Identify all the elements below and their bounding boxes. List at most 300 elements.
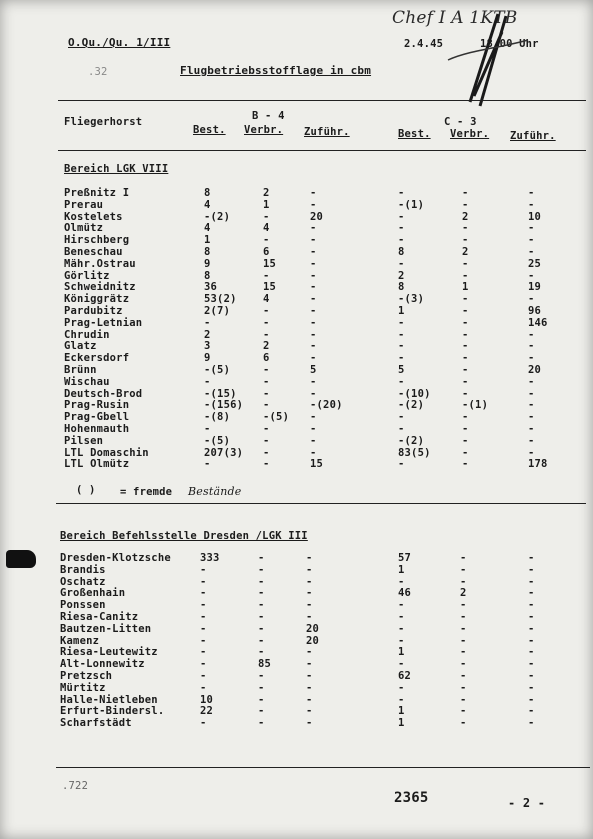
- table-cell: -: [528, 352, 535, 365]
- table-cell: 15: [263, 281, 277, 294]
- footnote-handwritten: Bestände: [188, 485, 242, 498]
- table-row: [0, 399, 593, 411]
- table-cell: -: [528, 222, 535, 235]
- table-cell: 6: [263, 352, 270, 365]
- table-cell: -: [462, 446, 469, 459]
- table-row: [0, 246, 593, 258]
- table-cell: 333: [200, 552, 220, 564]
- table-cell: -(3): [398, 293, 425, 306]
- col-group-c3: C - 3: [444, 116, 477, 128]
- table-row: [0, 293, 593, 305]
- report-time: 18,00 Uhr: [480, 38, 539, 50]
- airfield-name: Großenhain: [60, 587, 126, 600]
- table-cell: -: [310, 293, 317, 306]
- table-cell: -: [462, 305, 469, 317]
- col-b4-zufuehr: Zuführ.: [304, 126, 350, 138]
- column-header-rule: [58, 150, 586, 151]
- airfield-name: Prag-Letnian: [64, 316, 143, 329]
- table-cell: -: [528, 599, 535, 612]
- table-row: [0, 199, 593, 211]
- table-cell: -: [263, 387, 270, 400]
- table-cell: -: [310, 281, 317, 294]
- table-cell: -: [398, 187, 405, 199]
- table-cell: -: [306, 693, 313, 706]
- table-cell: 2: [462, 210, 469, 223]
- table-cell: 9: [204, 257, 211, 270]
- table-cell: -: [528, 563, 535, 576]
- footnote-text: = fremde: [120, 486, 173, 498]
- table-cell: -: [258, 693, 265, 706]
- table-cell: -: [528, 246, 535, 258]
- airfield-name: Pardubitz: [64, 305, 123, 317]
- airfield-name: Deutsch-Brod: [64, 387, 143, 400]
- table-cell: -: [528, 187, 535, 199]
- table-cell: -: [200, 563, 207, 576]
- table-cell: -: [462, 364, 469, 376]
- table-cell: -: [528, 269, 535, 282]
- table-cell: -: [310, 387, 317, 400]
- table-cell: -: [462, 423, 469, 435]
- airfield-name: Pilsen: [64, 434, 104, 447]
- document-title: Flugbetriebsstofflage in cbm: [180, 64, 372, 77]
- airfield-name: Halle-Nietleben: [60, 693, 158, 706]
- table-row: [0, 576, 593, 588]
- table-cell: 4: [204, 222, 211, 235]
- table-cell: -: [462, 375, 469, 388]
- table-cell: -: [200, 611, 207, 623]
- table-row: [0, 281, 593, 293]
- table-cell: -: [263, 375, 270, 388]
- table-cell: -: [398, 411, 405, 424]
- table-cell: -: [528, 328, 535, 341]
- table-cell: -: [462, 187, 469, 199]
- table-row: [0, 564, 593, 576]
- table-cell: 4: [263, 293, 270, 306]
- airfield-name: Bautzen-Litten: [60, 622, 152, 635]
- table-row: [0, 352, 593, 364]
- table-cell: -(2): [204, 210, 231, 223]
- table-cell: -: [462, 434, 469, 447]
- table-cell: -: [263, 399, 270, 412]
- table-cell: -: [528, 198, 535, 211]
- table-cell: -: [310, 305, 317, 317]
- table-cell: 178: [528, 458, 548, 471]
- table-cell: 57: [398, 552, 412, 564]
- footer-rule: [56, 767, 590, 768]
- table-cell: -: [310, 328, 317, 341]
- table-cell: 22: [200, 705, 214, 718]
- table-cell: -: [398, 423, 405, 435]
- table-cell: -: [263, 316, 270, 329]
- table-cell: -: [204, 423, 211, 435]
- footnote-bracket: ( ): [76, 484, 96, 496]
- table-cell: 2: [263, 187, 270, 199]
- table-row: [0, 717, 593, 729]
- table-cell: -: [528, 293, 535, 306]
- table-cell: 1: [462, 281, 469, 294]
- table-row: [0, 447, 593, 459]
- table-cell: -: [263, 305, 270, 317]
- table-row: [0, 411, 593, 423]
- airfield-name: Alt-Lonnewitz: [60, 658, 145, 671]
- table-cell: -: [528, 693, 535, 706]
- table-cell: -: [263, 446, 270, 459]
- table-cell: -: [310, 375, 317, 388]
- table-row: [0, 270, 593, 282]
- table-cell: 46: [398, 587, 412, 600]
- table-cell: 3: [204, 340, 211, 353]
- table-cell: 1: [398, 646, 405, 659]
- table-cell: -: [462, 222, 469, 235]
- airfield-name: Prerau: [64, 198, 104, 211]
- table-cell: 8: [398, 246, 405, 258]
- table-cell: -: [310, 257, 317, 270]
- airfield-name: Pretzsch: [60, 670, 113, 682]
- section-divider-rule: [56, 503, 586, 504]
- table-cell: -: [398, 693, 405, 706]
- table-cell: -: [528, 611, 535, 623]
- table-cell: 10: [528, 210, 542, 223]
- table-cell: -: [528, 681, 535, 694]
- table-cell: -: [258, 681, 265, 694]
- table-cell: -: [306, 717, 313, 730]
- table-cell: -: [310, 411, 317, 424]
- table-cell: 19: [528, 281, 542, 294]
- table-cell: -(2): [398, 399, 425, 412]
- table-cell: -: [258, 634, 265, 647]
- handwritten-reference: Chef I A 1KTB: [392, 8, 518, 28]
- table-cell: -: [306, 599, 313, 612]
- airfield-name: LTL Olmütz: [64, 458, 130, 471]
- section-dresden-title: Bereich Befehlsstelle Dresden /LGK III: [60, 530, 308, 542]
- table-cell: -: [306, 705, 313, 718]
- table-row: [0, 552, 593, 564]
- table-cell: 20: [310, 210, 324, 223]
- table-cell: -: [258, 552, 265, 564]
- table-cell: -: [200, 646, 207, 659]
- table-cell: 1: [398, 717, 405, 730]
- faded-margin-mark: .32: [88, 66, 108, 78]
- table-row: [0, 635, 593, 647]
- table-cell: -: [462, 316, 469, 329]
- table-cell: 96: [528, 305, 542, 317]
- table-row: [0, 682, 593, 694]
- table-cell: -: [398, 210, 405, 223]
- table-cell: -: [398, 257, 405, 270]
- table-cell: 5: [398, 364, 405, 376]
- table-cell: -: [258, 622, 265, 635]
- airfield-name: Erfurt-Bindersl.: [60, 705, 165, 718]
- table-cell: 9: [204, 352, 211, 365]
- table-cell: -: [310, 316, 317, 329]
- table-cell: -: [462, 293, 469, 306]
- table-cell: -: [200, 681, 207, 694]
- table-cell: -: [258, 646, 265, 659]
- table-cell: 2: [462, 246, 469, 258]
- table-cell: -: [258, 611, 265, 623]
- table-cell: -: [460, 717, 467, 730]
- table-cell: -(156): [204, 399, 244, 412]
- table-cell: -: [310, 352, 317, 365]
- table-cell: -: [306, 658, 313, 671]
- table-cell: -: [310, 446, 317, 459]
- airfield-name: Kamenz: [60, 634, 100, 647]
- table-cell: 2: [460, 587, 467, 600]
- table-row: [0, 234, 593, 246]
- table-cell: -: [263, 458, 270, 471]
- table-cell: -: [398, 222, 405, 235]
- table-cell: 1: [263, 198, 270, 211]
- section-lgk-viii-title: Bereich LGK VIII: [64, 163, 169, 175]
- table-cell: -: [462, 234, 469, 247]
- table-cell: -: [462, 411, 469, 424]
- table-cell: -: [528, 434, 535, 447]
- table-cell: -: [306, 587, 313, 600]
- table-cell: -: [398, 658, 405, 671]
- airfield-name: Brandis: [60, 563, 106, 576]
- table-cell: -: [263, 328, 270, 341]
- table-row: [0, 364, 593, 376]
- table-cell: 15: [310, 458, 324, 471]
- table-row: [0, 329, 593, 341]
- table-cell: 8: [204, 187, 211, 199]
- table-cell: -: [310, 423, 317, 435]
- table-cell: -: [258, 670, 265, 682]
- airfield-name: Mürtitz: [60, 681, 106, 694]
- airfield-name: Eckersdorf: [64, 352, 130, 365]
- table-row: [0, 340, 593, 352]
- header-rule: [58, 100, 586, 101]
- table-cell: -: [462, 198, 469, 211]
- table-cell: 25: [528, 257, 542, 270]
- table-row: [0, 376, 593, 388]
- table-cell: -: [258, 563, 265, 576]
- handwritten-strike-mark: [440, 10, 530, 110]
- airfield-name: Mähr.Ostrau: [64, 257, 136, 270]
- table-cell: 83(5): [398, 446, 431, 459]
- table-cell: -: [528, 411, 535, 424]
- airfield-name: LTL Domaschin: [64, 446, 149, 459]
- table-cell: -: [258, 705, 265, 718]
- table-cell: 1: [398, 305, 405, 317]
- table-cell: -(1): [398, 198, 425, 211]
- table-cell: 36: [204, 281, 218, 294]
- table-row: [0, 623, 593, 635]
- table-cell: -: [306, 611, 313, 623]
- table-cell: -: [310, 246, 317, 258]
- table-cell: -(20): [310, 399, 343, 412]
- table-cell: -: [263, 269, 270, 282]
- footer-faded-number: .722: [62, 780, 89, 792]
- airfield-name: Wischau: [64, 375, 110, 388]
- airfield-name: Hohenmauth: [64, 423, 130, 435]
- table-cell: -: [204, 375, 211, 388]
- table-cell: -: [398, 316, 405, 329]
- airfield-name: Riesa-Canitz: [60, 611, 139, 623]
- table-row: [0, 670, 593, 682]
- report-date: 2.4.45: [404, 38, 444, 50]
- table-cell: -: [460, 658, 467, 671]
- table-cell: -: [462, 269, 469, 282]
- airfield-name: Oschatz: [60, 575, 106, 588]
- table-cell: -: [200, 587, 207, 600]
- table-cell: -: [306, 646, 313, 659]
- table-cell: -: [528, 646, 535, 659]
- table-cell: -: [310, 198, 317, 211]
- table-cell: -: [528, 717, 535, 730]
- table-row: [0, 458, 593, 470]
- col-group-b4: B - 4: [252, 110, 285, 122]
- table-cell: -: [306, 670, 313, 682]
- table-cell: -: [528, 622, 535, 635]
- table-cell: 4: [263, 222, 270, 235]
- table-cell: -: [306, 563, 313, 576]
- table-cell: 20: [528, 364, 542, 376]
- table-cell: -: [204, 458, 211, 471]
- table-cell: 146: [528, 316, 548, 329]
- table-cell: -: [528, 375, 535, 388]
- table-cell: -: [263, 434, 270, 447]
- table-cell: -: [398, 375, 405, 388]
- table-cell: -: [200, 717, 207, 730]
- table-cell: -(5): [204, 434, 231, 447]
- col-b4-verbr: Verbr.: [244, 124, 284, 136]
- table-cell: -: [398, 234, 405, 247]
- table-cell: -: [310, 434, 317, 447]
- airfield-name: Königgrätz: [64, 293, 130, 306]
- airfield-name: Chrudin: [64, 328, 110, 341]
- table-cell: -: [200, 634, 207, 647]
- table-cell: -: [398, 622, 405, 635]
- airfield-name: Olmütz: [64, 222, 104, 235]
- table-cell: -: [398, 458, 405, 471]
- table-cell: 2: [398, 269, 405, 282]
- airfield-name: Beneschau: [64, 246, 123, 258]
- table-cell: -: [462, 257, 469, 270]
- table-cell: 85: [258, 658, 272, 671]
- table-cell: 6: [263, 246, 270, 258]
- table-row: [0, 599, 593, 611]
- table-cell: -: [528, 340, 535, 353]
- table-cell: -(5): [204, 364, 231, 376]
- table-cell: -: [528, 575, 535, 588]
- table-cell: -: [528, 670, 535, 682]
- table-cell: 15: [263, 257, 277, 270]
- table-cell: 207(3): [204, 446, 244, 459]
- table-row: [0, 222, 593, 234]
- table-cell: 1: [398, 563, 405, 576]
- table-cell: -: [398, 352, 405, 365]
- table-row: [0, 211, 593, 223]
- table-cell: -: [310, 222, 317, 235]
- airfield-name: Scharfstädt: [60, 717, 132, 730]
- table-cell: -: [528, 423, 535, 435]
- airfield-name: Brünn: [64, 364, 97, 376]
- table-cell: 2(7): [204, 305, 231, 317]
- table-cell: -: [258, 717, 265, 730]
- table-cell: 2: [263, 340, 270, 353]
- col-c3-verbr: Verbr.: [450, 128, 490, 140]
- table-cell: -: [460, 599, 467, 612]
- table-cell: -: [460, 563, 467, 576]
- table-cell: -: [310, 187, 317, 199]
- table-cell: -: [398, 681, 405, 694]
- airfield-name: Dresden-Klotzsche: [60, 552, 171, 564]
- table-cell: -: [528, 552, 535, 564]
- table-row: [0, 187, 593, 199]
- table-cell: 1: [398, 705, 405, 718]
- table-row: [0, 317, 593, 329]
- airfield-name: Kostelets: [64, 210, 123, 223]
- table-cell: -: [460, 575, 467, 588]
- table-row: [0, 305, 593, 317]
- table-cell: -: [528, 446, 535, 459]
- table-row: [0, 658, 593, 670]
- table-cell: -: [398, 340, 405, 353]
- table-cell: -: [528, 705, 535, 718]
- table-cell: -: [460, 552, 467, 564]
- table-cell: -: [398, 575, 405, 588]
- table-cell: -: [462, 328, 469, 341]
- table-cell: 62: [398, 670, 412, 682]
- table-row: [0, 646, 593, 658]
- airfield-name: Preßnitz I: [64, 187, 130, 199]
- table-cell: 8: [204, 269, 211, 282]
- margin-ink-blot: [6, 550, 36, 568]
- col-airfield: Fliegerhorst: [64, 116, 143, 128]
- table-cell: -: [398, 611, 405, 623]
- table-cell: -: [258, 587, 265, 600]
- table-cell: 20: [306, 634, 320, 647]
- table-cell: 2: [204, 328, 211, 341]
- table-cell: -: [460, 681, 467, 694]
- table-cell: -: [200, 622, 207, 635]
- table-cell: -(5): [263, 411, 290, 424]
- table-cell: 10: [200, 693, 214, 706]
- table-cell: -: [460, 611, 467, 623]
- table-row: [0, 611, 593, 623]
- table-cell: -: [310, 340, 317, 353]
- airfield-name: Prag-Gbell: [64, 411, 130, 424]
- table-cell: -: [263, 210, 270, 223]
- table-cell: -(1): [462, 399, 489, 412]
- table-cell: -: [460, 693, 467, 706]
- table-cell: -(15): [204, 387, 237, 400]
- airfield-name: Glatz: [64, 340, 97, 353]
- airfield-name: Riesa-Leutewitz: [60, 646, 158, 659]
- table-cell: -: [204, 316, 211, 329]
- table-cell: -: [310, 269, 317, 282]
- table-cell: 8: [398, 281, 405, 294]
- table-cell: -: [200, 599, 207, 612]
- table-cell: -: [460, 622, 467, 635]
- table-cell: -: [462, 387, 469, 400]
- table-cell: -: [200, 658, 207, 671]
- table-cell: -: [306, 575, 313, 588]
- table-cell: -: [528, 658, 535, 671]
- reference-number: O.Qu./Qu. 1/III: [68, 36, 171, 49]
- table-cell: 1: [204, 234, 211, 247]
- table-cell: -: [263, 364, 270, 376]
- col-c3-zufuehr: Zuführ.: [510, 130, 556, 142]
- table-cell: -: [528, 587, 535, 600]
- table-cell: -: [398, 634, 405, 647]
- table-cell: -: [398, 599, 405, 612]
- table-cell: -: [528, 387, 535, 400]
- table-cell: -: [258, 599, 265, 612]
- table-cell: -: [528, 634, 535, 647]
- col-b4-best: Best.: [193, 124, 226, 136]
